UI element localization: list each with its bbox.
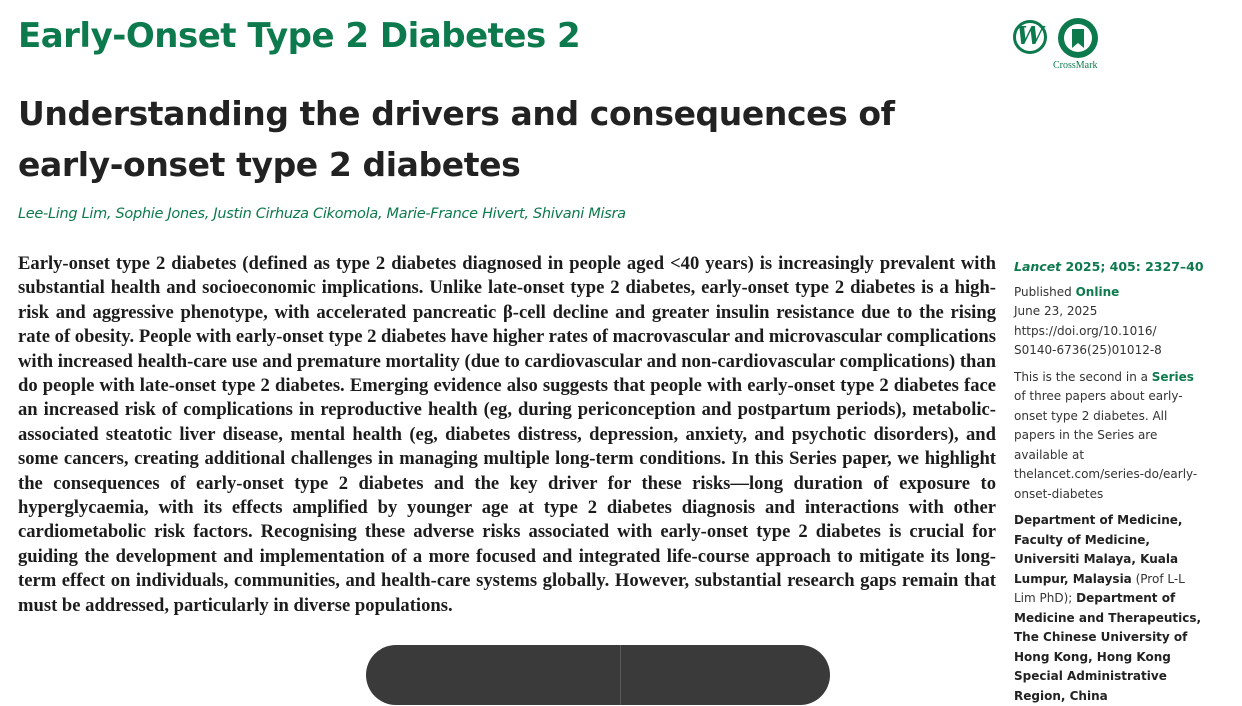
doi-line-1[interactable]: https://doi.org/10.1016/ — [1014, 323, 1157, 338]
floating-toolbar[interactable] — [366, 645, 830, 705]
crossmark-icon[interactable] — [1058, 18, 1098, 58]
publication-date: June 23, 2025 — [1014, 304, 1098, 318]
published-prefix: Published — [1014, 284, 1076, 299]
open-access-w-icon[interactable]: W — [1013, 20, 1047, 54]
affiliations — [1014, 511, 1204, 706]
affiliation-2-dept: Department of Medicine and Therapeutics, The Chinese University of Hong Kong, Hong Kong Special Administrative Region, China — [1014, 591, 1202, 703]
published-online-link[interactable]: Online — [1075, 284, 1120, 299]
author-list[interactable]: Lee-Ling Lim, Sophie Jones, Justin Cirhuza Cikomola, Marie-France Hivert, Shivani Misra — [18, 206, 626, 222]
series-note — [1014, 368, 1204, 505]
citation — [1014, 257, 1204, 277]
crossmark-label: CrossMark — [1053, 60, 1098, 71]
series-link[interactable]: Series — [1151, 369, 1194, 384]
affiliation-1-dept: Department of Medicine, Faculty of Medicine, Universiti Malaya, Kuala Lumpur, Malaysia — [1014, 513, 1183, 586]
series-note-prefix: This is the second in a — [1014, 369, 1152, 384]
series-heading: Early-Onset Type 2 Diabetes 2 — [18, 16, 581, 56]
abstract-text: Early-onset type 2 diabetes (defined as type 2 diabetes diagnosed in people aged <40 years) is increasingly prevalent with substantial health and socioeconomic implications. Unlike late-onset type 2 diabetes, early-onset type 2 diabetes is a high-risk and aggressive phenotype, with accelerated pancreatic β-cell decline and greater insulin resistance due to the rising rate of obesity. People with early-onset type 2 diabetes have higher rates of macrovascular and microvascular complications with increased health-care use and premature mortality (due to cardiovascular and non-cardiovascular complications) than do people with late-onset type 2 diabetes. Emerging evidence also suggests that people with early-onset type 2 diabetes face an increased risk of complications in reproductive health (eg, during periconception and postpartum periods), metabolic-associated steatotic liver disease, mental health (eg, diabetes distress, depression, anxiety, and psychotic disorders), and some cancers, creating additional challenges in managing multiple long-term conditions. In this Series paper, we highlight the consequences of early-onset type 2 diabetes and the key driver for these risks—long duration of exposure to hyperglycaemia, with its effects amplified by younger age at type 2 diabetes diagnosis and interactions with other cardiometabolic risk factors. Recognising these adverse risks associated with early-onset type 2 diabetes is crucial for guiding the development and implementation of a more focused and integrated life-course approach to mitigate its long-term effect on individuals, communities, and health-care systems globally. However, substantial research gaps remain that must be addressed, particularly in diverse populations. — [18, 253, 996, 616]
citation-details: 2025; 405: 2327–40 — [1061, 259, 1204, 274]
header-logos — [1013, 18, 1108, 74]
journal-name: Lancet — [1014, 259, 1062, 274]
sidebar-info — [1014, 257, 1204, 706]
article-title: Understanding the drivers and consequences of early-onset type 2 diabetes — [18, 94, 895, 184]
doi-line-2[interactable]: S0140-6736(25)01012-8 — [1014, 343, 1162, 357]
affiliation-1-person: (Prof L-L Lim PhD); — [1014, 571, 1185, 605]
publication-info — [1014, 283, 1204, 361]
toolbar-divider — [620, 645, 621, 705]
series-note-suffix: of three papers about early-onset type 2 diabetes. All papers in the Series are available at thelancet.com/series-do/early-onset-diabetes — [1014, 389, 1198, 501]
